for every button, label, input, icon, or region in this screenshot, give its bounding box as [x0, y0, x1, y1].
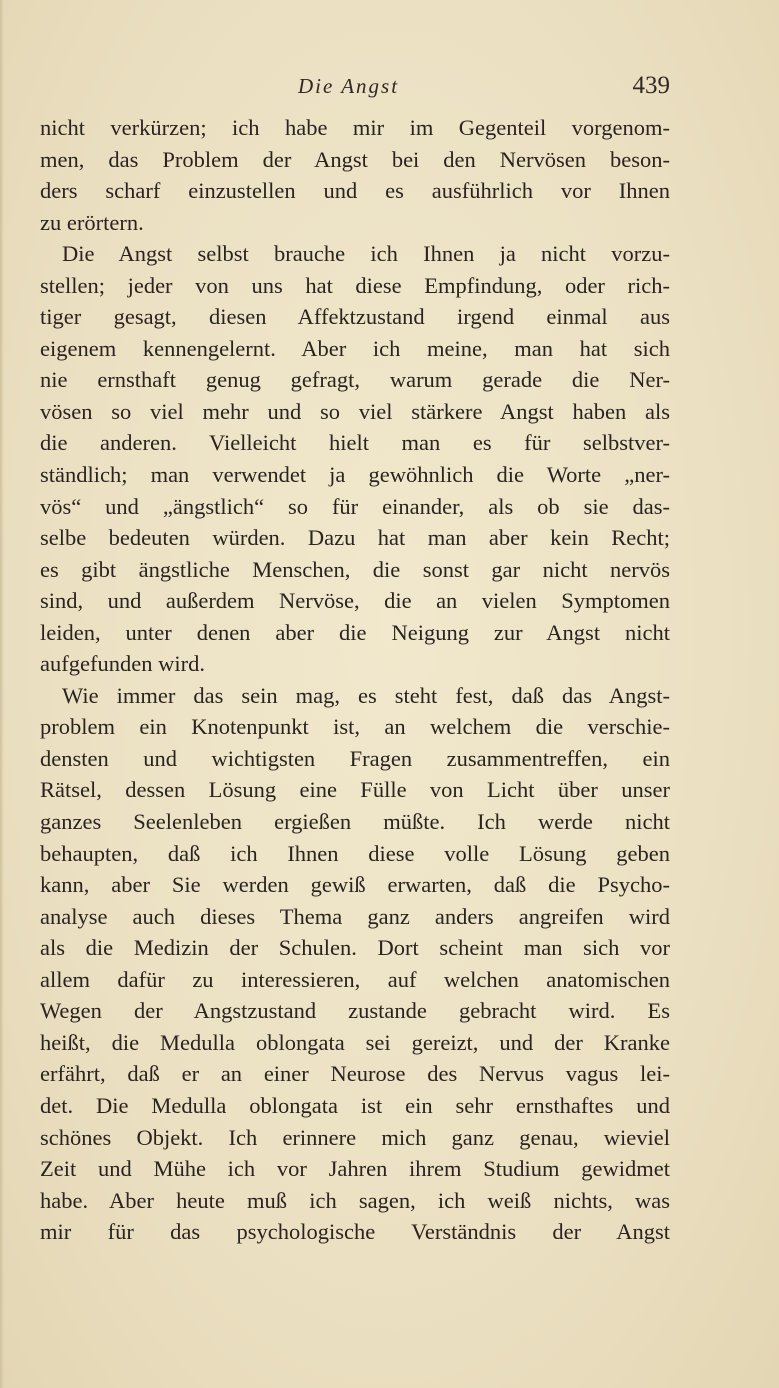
text-line: Zeit und Mühe ich vor Jahren ihrem Studium gewidmet [40, 1156, 670, 1182]
text-line: kann, aber Sie werden gewiß erwarten, daß die Psycho- [40, 872, 670, 898]
text-line: eigenem kennengelernt. Aber ich meine, man hat sich [40, 335, 670, 361]
text-line: vös“ und „ängstlich“ so für einander, als ob sie das- [40, 493, 670, 519]
text-line: ganzes Seelenleben ergießen müßte. Ich werde nicht [40, 809, 670, 835]
text-line: selbe bedeuten würden. Dazu hat man aber kein Recht; [40, 525, 670, 551]
text-line: analyse auch dieses Thema ganz anders angreifen wird [40, 903, 670, 929]
text-line: stellen; jeder von uns hat diese Empfindung, oder rich- [40, 272, 670, 298]
text-line: nicht verkürzen; ich habe mir im Gegenteil vorgenom- [40, 115, 670, 140]
running-title: Die Angst [298, 74, 400, 98]
text-line: sind, und außerdem Nervöse, die an vielen Symptomen [40, 588, 670, 614]
text-line: men, das Problem der Angst bei den Nervösen beson- [40, 146, 670, 172]
text-line: tiger gesagt, diesen Affektzustand irgend einmal aus [40, 304, 670, 330]
text-line: zu erörtern. [40, 209, 144, 235]
text-line: es gibt ängstliche Menschen, die sonst gar nicht nervös [40, 556, 670, 582]
text-line: problem ein Knotenpunkt ist, an welchem die verschie- [40, 714, 670, 740]
text-line: Die Angst selbst brauche ich Ihnen ja nicht vorzu- [62, 241, 670, 267]
text-line: erfährt, daß er an einer Neurose des Nervus vagus lei- [40, 1061, 670, 1087]
text-line: habe. Aber heute muß ich sagen, ich weiß nichts, was [40, 1187, 670, 1213]
body-text [40, 112, 670, 1248]
text-line: det. Die Medulla oblongata ist ein sehr ernsthaftes und [40, 1092, 670, 1118]
text-line: allem dafür zu interessieren, auf welchen anatomischen [40, 966, 670, 992]
text-line: Wegen der Angstzustand zustande gebracht wird. Es [40, 998, 670, 1024]
text-line: die anderen. Vielleicht hielt man es für selbstver- [40, 430, 670, 456]
text-line: Wie immer das sein mag, es steht fest, daß das Angst- [62, 682, 670, 708]
text-line: mir für das psychologische Verständnis der Angst [40, 1219, 670, 1245]
text-line: als die Medizin der Schulen. Dort scheint man sich vor [40, 935, 670, 961]
text-line: ständlich; man verwendet ja gewöhnlich die Worte „ner- [40, 462, 670, 488]
text-line: vösen so viel mehr und so viel stärkere Angst haben als [40, 398, 670, 424]
text-line: heißt, die Medulla oblongata sei gereizt, und der Kranke [40, 1029, 670, 1055]
page-header [40, 72, 670, 106]
text-line: ders scharf einzustellen und es ausführlich vor Ihnen [40, 178, 670, 204]
text-line: schönes Objekt. Ich erinnere mich ganz genau, wieviel [40, 1124, 670, 1150]
text-line: behaupten, daß ich Ihnen diese volle Lösung geben [40, 840, 670, 866]
text-line: densten und wichtigsten Fragen zusammentreffen, ein [40, 745, 670, 771]
page-number: 439 [632, 72, 670, 99]
text-line: leiden, unter denen aber die Neigung zur Angst nicht [40, 619, 670, 645]
text-line: Rätsel, dessen Lösung eine Fülle von Licht über unser [40, 777, 670, 803]
text-line: aufgefunden wird. [40, 651, 205, 677]
text-line: nie ernsthaft genug gefragt, warum gerade die Ner- [40, 367, 670, 393]
page-edge-shadow [0, 0, 4, 1388]
